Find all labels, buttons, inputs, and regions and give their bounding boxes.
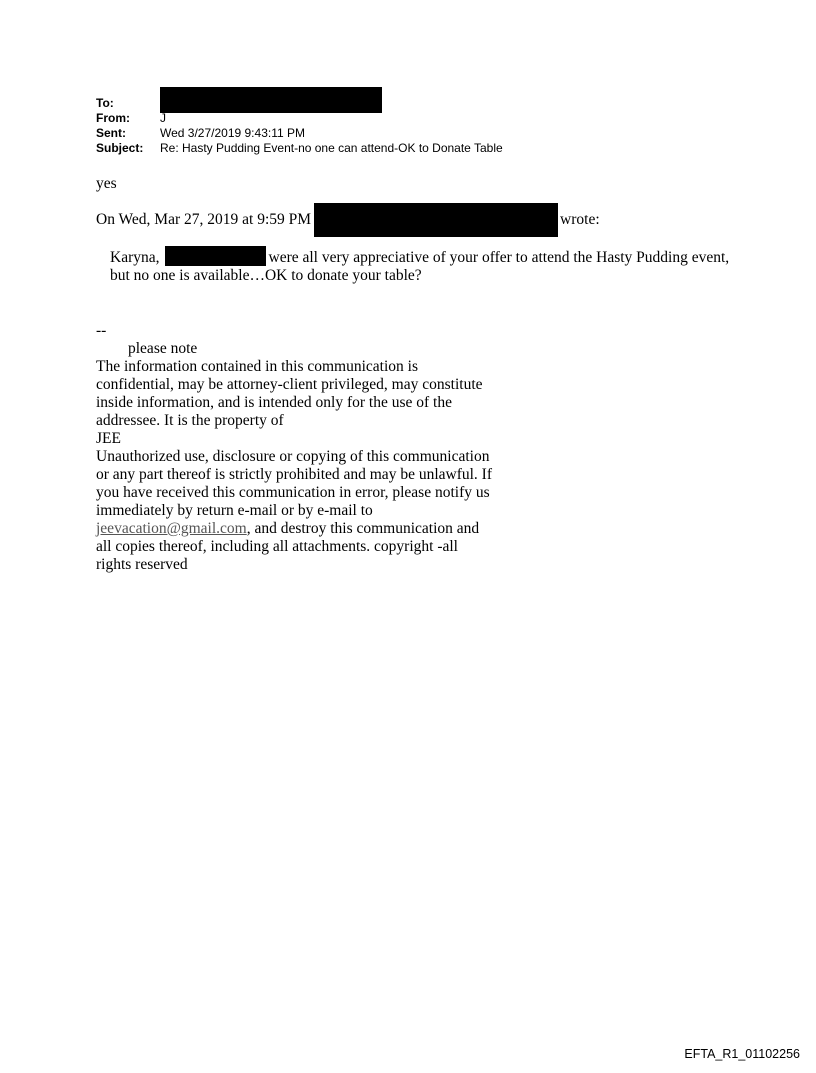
- subject-value: Re: Hasty Pudding Event-no one can attend-OK to Donate Table: [160, 141, 503, 155]
- sent-row: [96, 126, 503, 141]
- email-link[interactable]: jeevacation@gmail.com: [96, 520, 247, 537]
- quoted-message: [110, 246, 750, 285]
- notice-text-before-email: Unauthorized use, disclosure or copying of this communication or any part thereof is strictly prohibited and may be unlawful. If you have received this communication in error, please notify us immediately by return e-mail or by e-mail to: [96, 448, 492, 519]
- reply-text: yes: [96, 175, 117, 192]
- from-row: [96, 111, 503, 126]
- to-redaction: [160, 87, 382, 113]
- to-label: To:: [96, 96, 114, 110]
- sent-value: Wed 3/27/2019 9:43:11 PM: [160, 126, 305, 140]
- quote-greeting: Karyna,: [110, 249, 160, 266]
- notice-text-after-email: , and destroy this communication and all copies thereof, including all attachments. copyright -all rights reserved: [96, 520, 480, 573]
- quote-intro-prefix: On Wed, Mar 27, 2019 at 9:59 PM: [96, 211, 312, 228]
- subject-label: Subject:: [96, 141, 144, 155]
- document-id: EFTA_R1_01102256: [684, 1047, 800, 1061]
- quote-intro: [96, 203, 600, 237]
- names-redaction: [165, 246, 266, 266]
- quote-body: were all very appreciative of your offer to attend the Hasty Pudding event, but no one is available…OK to donate your table?: [110, 249, 730, 284]
- email-header: [96, 96, 503, 156]
- quote-intro-suffix: wrote:: [560, 211, 600, 228]
- signature-block: [96, 322, 496, 574]
- signature-separator: --: [96, 322, 107, 339]
- from-value: J: [160, 111, 166, 125]
- signature-owner: JEE: [96, 430, 121, 447]
- sender-redaction: [314, 203, 558, 237]
- to-row: [96, 96, 503, 111]
- subject-row: [96, 141, 503, 156]
- sent-label: Sent:: [96, 126, 126, 140]
- confidentiality-notice: The information contained in this communication is confidential, may be attorney-client privileged, may constitute inside information, and is intended only for the use of the addressee. It is the property of: [96, 358, 483, 429]
- signature-note: please note: [128, 340, 198, 357]
- unauthorized-use-notice: [96, 448, 496, 574]
- from-label: From:: [96, 111, 130, 125]
